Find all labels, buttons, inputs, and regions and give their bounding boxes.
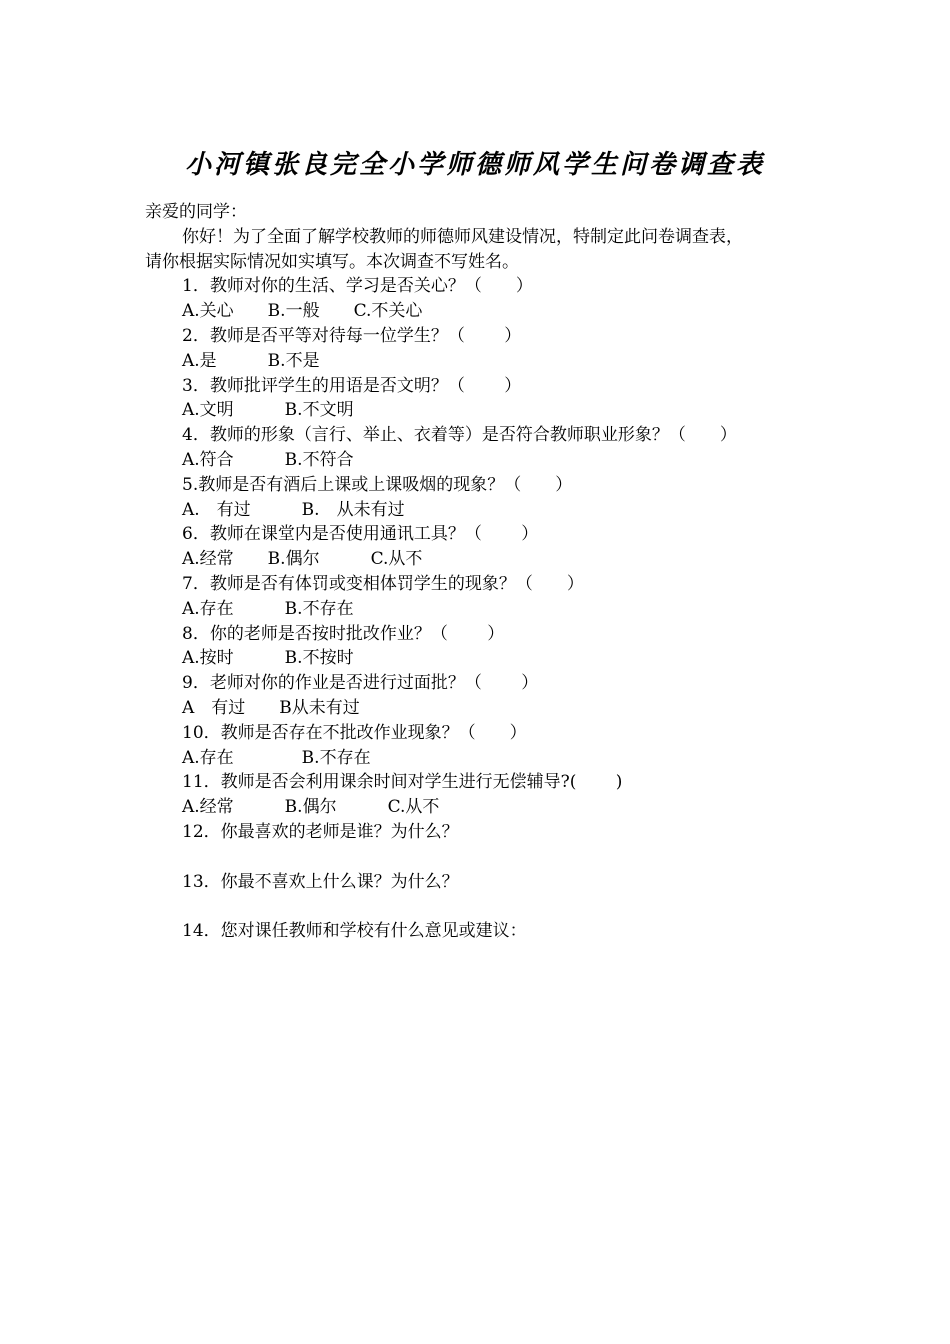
answer-options-4: A.符合 B.不符合	[182, 449, 354, 470]
question-12: 12．你最喜欢的老师是谁？为什么？	[182, 821, 459, 842]
answer-options-11: A.经常 B.偶尔 C.从不	[182, 797, 440, 818]
answer-options-2: A.是 B.不是	[182, 350, 320, 371]
answer-options-10: A.存在 B.不存在	[182, 747, 371, 768]
question-9: 9．老师对你的作业是否进行过面批？（ ）	[182, 673, 539, 694]
answer-options-1: A.关心 B.一般 C.不关心	[182, 301, 423, 322]
question-3: 3．教师批评学生的用语是否文明？（ ）	[182, 375, 522, 396]
question-1: 1．教师对你的生活、学习是否关心？（ ）	[182, 276, 533, 297]
answer-space-12	[145, 845, 815, 870]
question-4: 4．教师的形象（言行、举止、衣着等）是否符合教师职业形象？（ ）	[182, 425, 737, 446]
question-10: 10．教师是否存在不批改作业现象？（ ）	[182, 722, 527, 743]
greeting: 亲爱的同学：	[145, 202, 247, 222]
document-body	[145, 200, 815, 944]
intro-line-1: 你好！为了全面了解学校教师的师德师风建设情况，特制定此问卷调查表，	[182, 226, 743, 247]
question-2: 2．教师是否平等对待每一位学生？（ ）	[182, 325, 522, 346]
question-11: 11．教师是否会利用课余时间对学生进行无偿辅导?( )	[182, 772, 623, 793]
question-5: 5.教师是否有酒后上课或上课吸烟的现象？（ ）	[182, 474, 573, 495]
answer-space-13	[145, 894, 815, 919]
answer-options-3: A.文明 B.不文明	[182, 400, 354, 421]
question-8: 8．你的老师是否按时批改作业？（ ）	[182, 623, 505, 644]
question-7: 7．教师是否有体罚或变相体罚学生的现象？（ ）	[182, 573, 584, 594]
answer-options-5: A. 有过 B. 从未有过	[182, 499, 405, 520]
answer-options-7: A.存在 B.不存在	[182, 598, 354, 619]
question-14: 14．您对课任教师和学校有什么意见或建议：	[182, 921, 527, 942]
answer-options-6: A.经常 B.偶尔 C.从不	[182, 549, 423, 570]
intro-line-2: 请你根据实际情况如实填写。本次调查不写姓名。	[145, 251, 519, 272]
document-title: 小河镇张良完全小学师德师风学生问卷调查表	[184, 150, 765, 180]
question-13: 13．你最不喜欢上什么课？为什么？	[182, 871, 459, 892]
question-6: 6．教师在课堂内是否使用通讯工具？（ ）	[182, 524, 539, 545]
answer-options-8: A.按时 B.不按时	[182, 648, 354, 669]
answer-options-9: A 有过 B从未有过	[182, 697, 360, 718]
